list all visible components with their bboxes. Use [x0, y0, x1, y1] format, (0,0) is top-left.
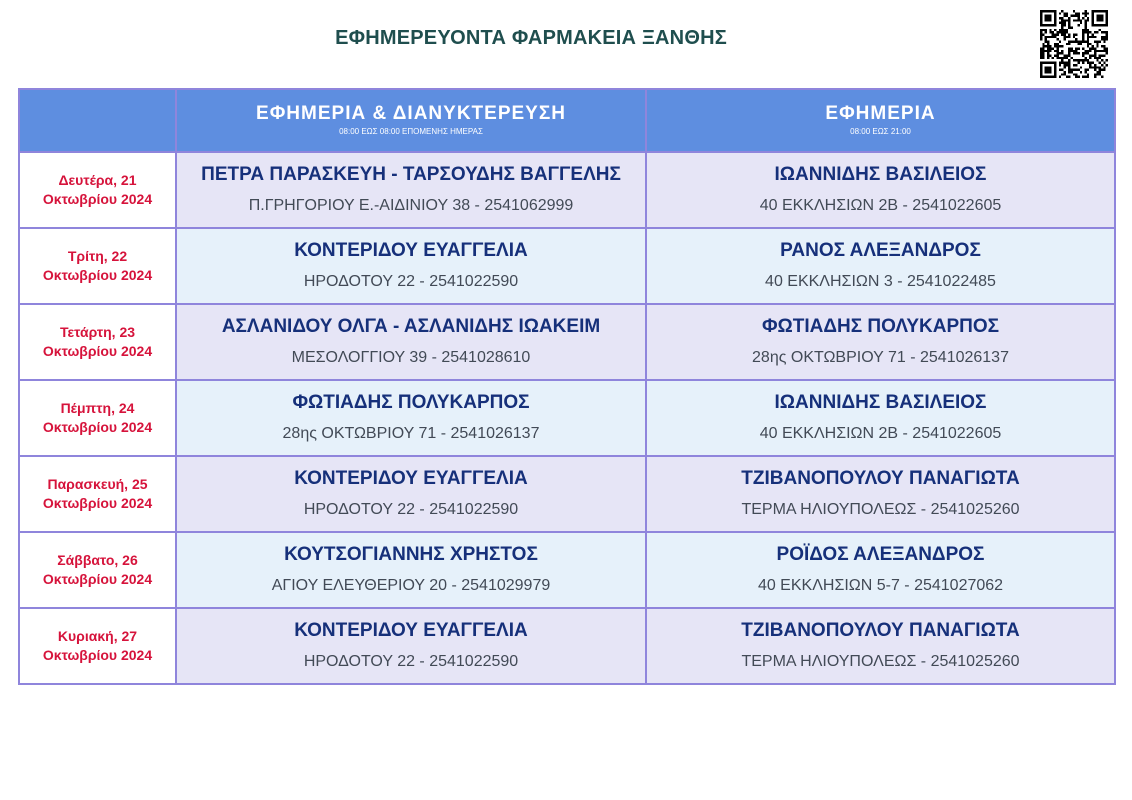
- date-cell: [19, 380, 176, 456]
- date-cell: [19, 532, 176, 608]
- date-column-header: [19, 89, 176, 152]
- pharmacy-address: 28ης ΟΚΤΩΒΡΙΟΥ 71 - 2541026137: [282, 425, 540, 442]
- month-label: Οκτωβρίου 2024: [42, 495, 153, 511]
- pharmacy-name: ΙΩΑΝΝΙΔΗΣ ΒΑΣΙΛΕΙΟΣ: [774, 164, 987, 185]
- overnight-pharmacy-cell: [176, 152, 646, 228]
- page-title: ΕΦΗΜΕΡΕΥΟΝΤΑ ΦΑΡΜΑΚΕΙΑ ΞΑΝΘΗΣ: [335, 27, 727, 49]
- pharmacy-name: ΚΟΝΤΕΡΙΔΟΥ ΕΥΑΓΓΕΛΙΑ: [294, 240, 528, 261]
- pharmacy-name: ΚΟΝΤΕΡΙΔΟΥ ΕΥΑΓΓΕΛΙΑ: [294, 468, 528, 489]
- date-cell: [19, 228, 176, 304]
- overnight-pharmacy-cell: [176, 532, 646, 608]
- month-label: Οκτωβρίου 2024: [42, 647, 153, 663]
- table-header-row: [19, 89, 1115, 152]
- table-row: [19, 608, 1115, 684]
- column-hours: 08:00 ΕΩΣ 08:00 ΕΠΟΜΕΝΗΣ ΗΜΕΡΑΣ: [339, 127, 483, 136]
- pharmacy-name: ΚΟΥΤΣΟΓΙΑΝΝΗΣ ΧΡΗΣΤΟΣ: [284, 544, 538, 565]
- weekday-label: Παρασκευή, 25: [47, 476, 148, 492]
- overnight-pharmacy-cell: [176, 608, 646, 684]
- pharmacy-name: ΑΣΛΑΝΙΔΟΥ ΟΛΓΑ - ΑΣΛΑΝΙΔΗΣ ΙΩΑΚΕΙΜ: [221, 316, 601, 337]
- pharmacy-name: ΦΩΤΙΑΔΗΣ ΠΟΛΥΚΑΡΠΟΣ: [292, 392, 530, 413]
- date-cell: [19, 608, 176, 684]
- column-header-day: [646, 89, 1115, 152]
- column-hours: 08:00 ΕΩΣ 21:00: [850, 127, 911, 136]
- table-row: [19, 456, 1115, 532]
- month-label: Οκτωβρίου 2024: [42, 419, 153, 435]
- overnight-pharmacy-cell: [176, 380, 646, 456]
- day-pharmacy-cell: [646, 608, 1115, 684]
- pharmacy-address: Π.ΓΡΗΓΟΡΙΟΥ Ε.-ΑΙΔΙΝΙΟΥ 38 - 2541062999: [248, 197, 574, 214]
- pharmacy-address: 40 ΕΚΚΛΗΣΙΩΝ 2Β - 2541022605: [759, 197, 1002, 214]
- table-row: [19, 152, 1115, 228]
- overnight-pharmacy-cell: [176, 304, 646, 380]
- pharmacy-address: ΑΓΙΟΥ ΕΛΕΥΘΕΡΙΟΥ 20 - 2541029979: [271, 577, 551, 594]
- day-pharmacy-cell: [646, 380, 1115, 456]
- date-cell: [19, 152, 176, 228]
- pharmacy-address: 40 ΕΚΚΛΗΣΙΩΝ 5-7 - 2541027062: [757, 577, 1004, 594]
- weekday-label: Τρίτη, 22: [67, 248, 128, 264]
- pharmacy-name: ΤΖΙΒΑΝΟΠΟΥΛΟΥ ΠΑΝΑΓΙΩΤΑ: [741, 468, 1020, 489]
- date-cell: [19, 304, 176, 380]
- table-row: [19, 304, 1115, 380]
- column-header-overnight: [176, 89, 646, 152]
- weekday-label: Τετάρτη, 23: [59, 324, 136, 340]
- pharmacy-name: ΡΑΝΟΣ ΑΛΕΞΑΝΔΡΟΣ: [780, 240, 981, 261]
- pharmacy-address: ΗΡΟΔΟΤΟΥ 22 - 2541022590: [303, 653, 519, 670]
- pharmacy-name: ΚΟΝΤΕΡΙΔΟΥ ΕΥΑΓΓΕΛΙΑ: [294, 620, 528, 641]
- pharmacy-address: 40 ΕΚΚΛΗΣΙΩΝ 3 - 2541022485: [765, 273, 996, 290]
- table-row: [19, 380, 1115, 456]
- pharmacy-address: ΗΡΟΔΟΤΟΥ 22 - 2541022590: [303, 273, 519, 290]
- day-pharmacy-cell: [646, 228, 1115, 304]
- pharmacy-address: 40 ΕΚΚΛΗΣΙΩΝ 2Β - 2541022605: [759, 425, 1002, 442]
- pharmacy-name: ΦΩΤΙΑΔΗΣ ΠΟΛΥΚΑΡΠΟΣ: [761, 316, 1000, 337]
- weekday-label: Δευτέρα, 21: [58, 172, 137, 188]
- pharmacy-address: ΜΕΣΟΛΟΓΓΙΟΥ 39 - 2541028610: [291, 349, 531, 366]
- pharmacy-address: ΤΕΡΜΑ ΗΛΙΟΥΠΟΛΕΩΣ - 2541025260: [741, 501, 1020, 518]
- day-pharmacy-cell: [646, 456, 1115, 532]
- pharmacy-name: ΙΩΑΝΝΙΔΗΣ ΒΑΣΙΛΕΙΟΣ: [774, 392, 987, 413]
- column-title: ΕΦΗΜΕΡΙΑ: [825, 103, 936, 124]
- pharmacy-address: ΗΡΟΔΟΤΟΥ 22 - 2541022590: [303, 501, 519, 518]
- date-cell: [19, 456, 176, 532]
- month-label: Οκτωβρίου 2024: [42, 343, 153, 359]
- pharmacy-name: ΡΟΪΔΟΣ ΑΛΕΞΑΝΔΡΟΣ: [776, 544, 985, 565]
- weekday-label: Πέμπτη, 24: [60, 400, 135, 416]
- pharmacy-address: 28ης ΟΚΤΩΒΡΙΟΥ 71 - 2541026137: [752, 349, 1009, 366]
- qr-code-icon: [1039, 10, 1109, 78]
- weekday-label: Σάββατο, 26: [57, 552, 138, 568]
- pharmacy-address: ΤΕΡΜΑ ΗΛΙΟΥΠΟΛΕΩΣ - 2541025260: [741, 653, 1020, 670]
- day-pharmacy-cell: [646, 152, 1115, 228]
- column-title: ΕΦΗΜΕΡΙΑ & ΔΙΑΝΥΚΤΕΡΕΥΣΗ: [256, 103, 566, 124]
- weekday-label: Κυριακή, 27: [57, 628, 138, 644]
- day-pharmacy-cell: [646, 532, 1115, 608]
- overnight-pharmacy-cell: [176, 456, 646, 532]
- month-label: Οκτωβρίου 2024: [42, 571, 153, 587]
- table-row: [19, 228, 1115, 304]
- table-row: [19, 532, 1115, 608]
- duty-schedule-table: [18, 88, 1116, 685]
- month-label: Οκτωβρίου 2024: [42, 191, 153, 207]
- pharmacy-name: ΤΖΙΒΑΝΟΠΟΥΛΟΥ ΠΑΝΑΓΙΩΤΑ: [741, 620, 1020, 641]
- overnight-pharmacy-cell: [176, 228, 646, 304]
- pharmacy-name: ΠΕΤΡΑ ΠΑΡΑΣΚΕΥΗ - ΤΑΡΣΟΥΔΗΣ ΒΑΓΓΕΛΗΣ: [201, 164, 621, 185]
- month-label: Οκτωβρίου 2024: [42, 267, 153, 283]
- day-pharmacy-cell: [646, 304, 1115, 380]
